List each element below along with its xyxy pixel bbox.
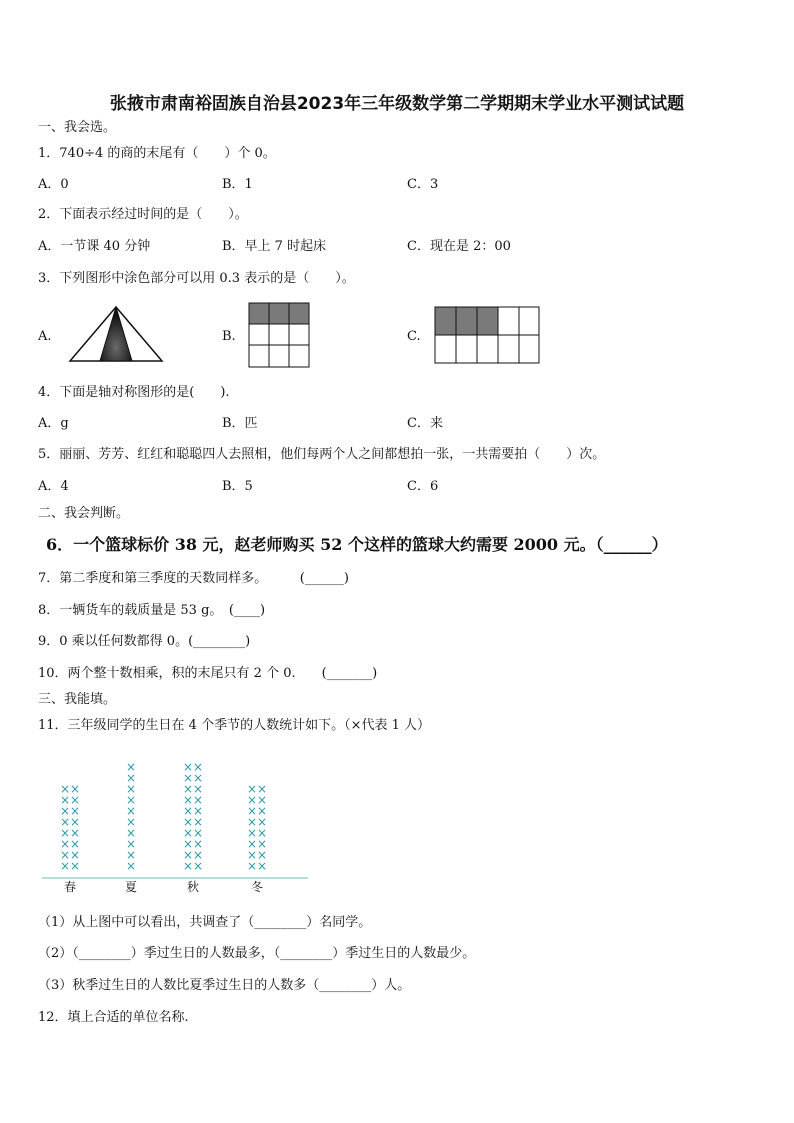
pictograph-mark: × [182, 837, 194, 851]
section-1-heading: 一、我会选。 [38, 120, 117, 135]
q1-stem: 1．740÷4 的商的末尾有（ ）个 0。 [38, 146, 276, 161]
pictograph-mark: × [69, 848, 81, 862]
pictograph-mark: × [59, 815, 71, 829]
q5-option-c: C．6 [407, 479, 439, 494]
q3-option-a-label: A. [38, 329, 52, 344]
pictograph-mark: × [246, 815, 258, 829]
pictograph-mark: × [192, 848, 204, 862]
q5-option-a: A．4 [38, 479, 69, 494]
q4-option-a: A．g [38, 416, 69, 431]
pictograph-mark: × [59, 782, 71, 796]
pictograph-mark: × [69, 804, 81, 818]
pictograph-mark: × [125, 760, 137, 774]
q12-stem: 12．填上合适的单位名称. [38, 1010, 189, 1025]
q2-stem: 2．下面表示经过时间的是（ ）。 [38, 207, 248, 222]
pictograph-mark: × [125, 771, 137, 785]
pictograph-mark: × [59, 793, 71, 807]
pictograph-mark: × [125, 793, 137, 807]
pictograph-mark: × [69, 859, 81, 873]
pictograph-mark: × [182, 760, 194, 774]
section-2-heading: 二、我会判断。 [38, 506, 130, 521]
pictograph-mark: × [125, 815, 137, 829]
pictograph-mark: × [59, 826, 71, 840]
q11-part-3: （3）秋季过生日的人数比夏季过生日的人数多（________）人。 [38, 978, 411, 993]
pictograph-mark: × [182, 826, 194, 840]
pictograph-mark: × [69, 782, 81, 796]
pictograph-mark: × [246, 782, 258, 796]
pictograph-mark: × [125, 837, 137, 851]
q1-option-c: C．3 [407, 177, 439, 192]
q4-option-c: C．来 [407, 416, 443, 431]
pictograph-mark: × [246, 804, 258, 818]
pictograph-category-label: 秋 [186, 880, 200, 894]
pictograph-mark: × [256, 859, 268, 873]
pictograph-mark: × [192, 804, 204, 818]
pictograph-mark: × [246, 837, 258, 851]
pictograph-mark: × [256, 837, 268, 851]
pictograph-mark: × [192, 826, 204, 840]
q6-statement: 6．一个篮球标价 38 元，赵老师购买 52 个这样的篮球大约需要 2000 元。（______） [46, 535, 668, 554]
pictograph-mark: × [256, 815, 268, 829]
pictograph-mark: × [182, 804, 194, 818]
pictograph-mark: × [182, 859, 194, 873]
q3-option-c-label: C. [407, 329, 421, 344]
pictograph-mark: × [256, 804, 268, 818]
pictograph-category-label: 夏 [124, 880, 138, 894]
pictograph-mark: × [246, 859, 258, 873]
q2-option-c: C．现在是 2：00 [407, 239, 511, 254]
season-pictograph [40, 745, 312, 895]
q3-stem: 3．下列图形中涂色部分可以用 0.3 表示的是（ ）。 [38, 271, 355, 286]
q3-option-b-label: B. [222, 329, 236, 344]
q3-grid-b-figure [248, 302, 312, 370]
pictograph-mark: × [192, 859, 204, 873]
pictograph-mark: × [125, 804, 137, 818]
pictograph-mark: × [69, 815, 81, 829]
q5-stem: 5．丽丽、芳芳、红红和聪聪四人去照相，他们每两个人之间都想拍一张，一共需要拍（ ）次。 [38, 447, 606, 462]
pictograph-mark: × [192, 837, 204, 851]
section-3-heading: 三、我能填。 [38, 692, 117, 707]
pictograph-mark: × [246, 793, 258, 807]
q3-triangle-figure [68, 305, 164, 363]
pictograph-mark: × [59, 848, 71, 862]
q4-option-b: B．匹 [222, 416, 258, 431]
pictograph-mark: × [125, 859, 137, 873]
pictograph-mark: × [69, 837, 81, 851]
pictograph-mark: × [125, 826, 137, 840]
pictograph-mark: × [59, 837, 71, 851]
pictograph-category-label: 冬 [250, 880, 264, 894]
pictograph-category-label: 春 [63, 880, 77, 894]
pictograph-mark: × [246, 848, 258, 862]
pictograph-mark: × [256, 793, 268, 807]
q8-statement: 8．一辆货车的载质量是 53 g。 (____) [38, 603, 266, 618]
pictograph-mark: × [256, 848, 268, 862]
page-title: 张掖市肃南裕固族自治县2023年三年级数学第二学期期末学业水平测试试题 [109, 94, 685, 114]
pictograph-mark: × [256, 782, 268, 796]
pictograph-mark: × [69, 826, 81, 840]
q2-option-b: B．早上 7 时起床 [222, 239, 327, 254]
pictograph-mark: × [192, 760, 204, 774]
pictograph-mark: × [256, 826, 268, 840]
pictograph-mark: × [69, 793, 81, 807]
pictograph-mark: × [59, 859, 71, 873]
pictograph-mark: × [192, 771, 204, 785]
pictograph-mark: × [182, 793, 194, 807]
q2-option-a: A．一节课 40 分钟 [38, 239, 151, 254]
q11-part-1: （1）从上图中可以看出，共调查了（________）名同学。 [38, 915, 372, 930]
q1-option-b: B．1 [222, 177, 253, 192]
pictograph-mark: × [246, 826, 258, 840]
q9-statement: 9．0 乘以任何数都得 0。(________) [38, 634, 251, 649]
q5-option-b: B．5 [222, 479, 253, 494]
q10-statement: 10．两个整十数相乘，积的末尾只有 2 个 0. (_______) [38, 666, 378, 681]
pictograph-mark: × [125, 848, 137, 862]
pictograph-mark: × [182, 848, 194, 862]
pictograph-mark: × [192, 782, 204, 796]
pictograph-mark: × [192, 793, 204, 807]
pictograph-mark: × [59, 804, 71, 818]
pictograph-mark: × [182, 782, 194, 796]
pictograph-mark: × [125, 782, 137, 796]
q3-grid-c-figure [434, 306, 540, 364]
pictograph-mark: × [182, 815, 194, 829]
pictograph-mark: × [192, 815, 204, 829]
q11-part-2: （2）（________）季过生日的人数最多，（________）季过生日的人数最少。 [38, 946, 476, 961]
q1-option-a: A．0 [38, 177, 69, 192]
q4-stem: 4．下面是轴对称图形的是( ). [38, 385, 230, 400]
q11-stem: 11．三年级同学的生日在 4 个季节的人数统计如下。（×代表 1 人） [38, 718, 431, 733]
pictograph-mark: × [182, 771, 194, 785]
q7-statement: 7．第二季度和第三季度的天数同样多。 (______) [38, 571, 349, 586]
